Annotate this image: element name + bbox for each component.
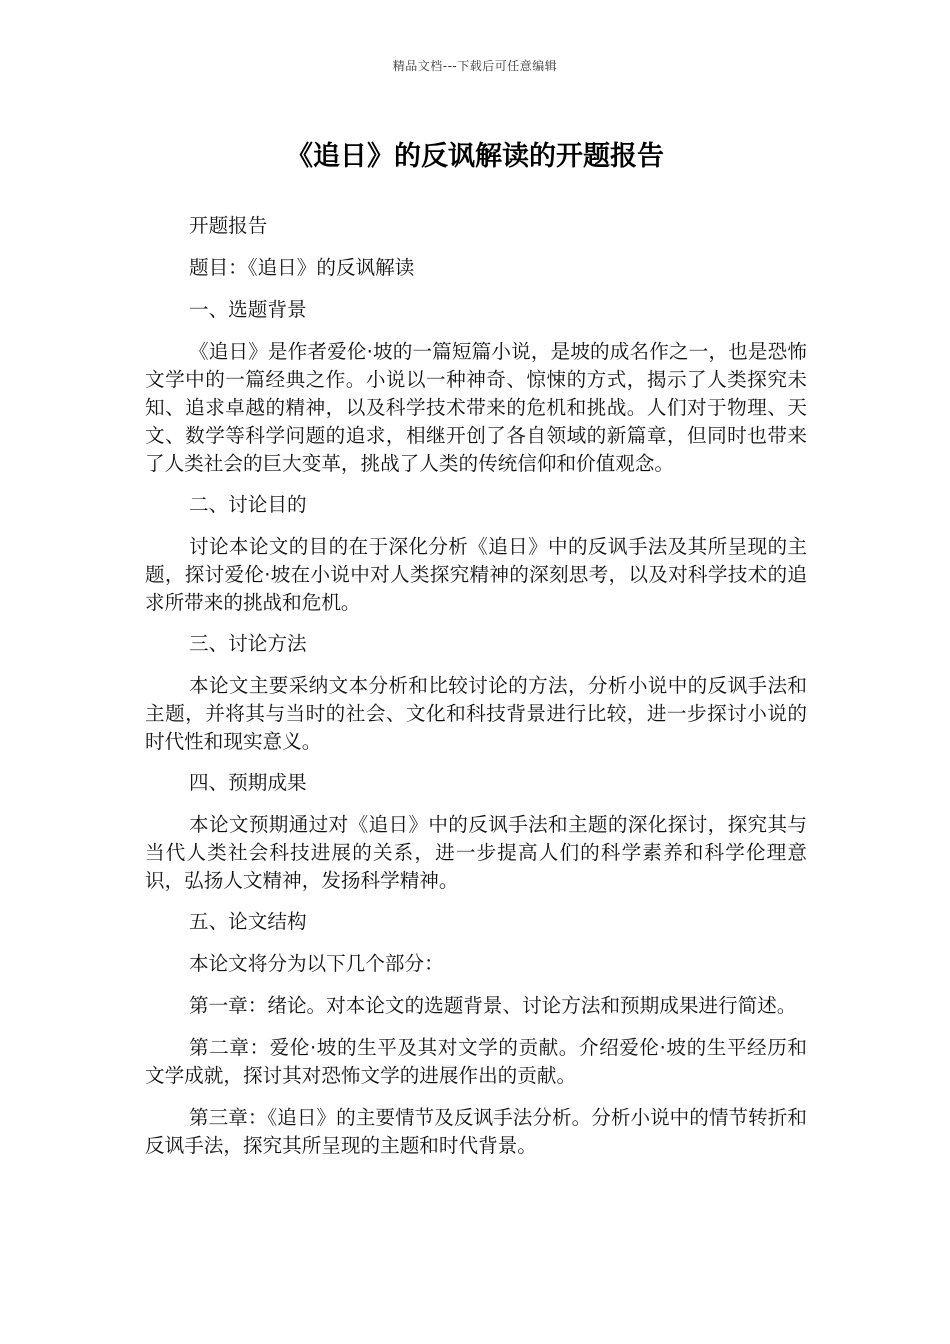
heading-report: 开题报告 [189,214,268,237]
section-heading-structure: 五、论文结构 [189,910,307,933]
paragraph-chapter-2: 第二章：爱伦·坡的生平及其对文学的贡献。介绍爱伦·坡的生平经历和文学成就，探讨其对恐怖文学的进展作出的贡献。 [145,1036,807,1087]
paragraph-method: 本论文主要采纳文本分析和比较讨论的方法，分析小说中的反讽手法和主题，并将其与当时的社会、文化和科技背景进行比较，进一步探讨小说的时代性和现实意义。 [145,674,807,753]
section-heading-method: 三、讨论方法 [189,632,307,655]
paragraph-chapter-1: 第一章：绪论。对本论文的选题背景、讨论方法和预期成果进行简述。 [189,994,797,1017]
section-heading-outcomes: 四、预期成果 [189,771,307,794]
section-heading-purpose: 二、讨论目的 [189,493,307,516]
page-header-watermark: 精品文档---下载后可任意编辑 [392,59,558,73]
topic-line: 题目：《追日》的反讽解读 [189,256,415,279]
paragraph-chapter-3: 第三章：《追日》的主要情节及反讽手法分析。分析小说中的情节转折和反讽手法，探究其所呈现的主题和时代背景。 [145,1106,807,1157]
paragraph-purpose: 讨论本论文的目的在于深化分析《追日》中的反讽手法及其所呈现的主题，探讨爱伦·坡在小说中对人类探究精神的深刻思考，以及对科学技术的追求所带来的挑战和危机。 [145,535,807,614]
paragraph-structure-intro: 本论文将分为以下几个部分： [189,952,444,975]
paragraph-background: 《追日》是作者爱伦·坡的一篇短篇小说，是坡的成名作之一，也是恐怖文学中的一篇经典之作。小说以一种神奇、惊悚的方式，揭示了人类探究未知、追求卓越的精神，以及科学技术带来的危机和挑战。人们对于物理、天文、数学等科学问题的追求，相继开创了各自领域的新篇章，但同时也带来了人类社会的巨大变革，挑战了人类的传统信仰和价值观念。 [145,340,807,475]
document-body [145,212,807,1160]
section-heading-background: 一、选题背景 [189,298,307,321]
document-title: 《追日》的反讽解读的开题报告 [286,141,664,172]
paragraph-outcomes: 本论文预期通过对《追日》中的反讽手法和主题的深化探讨，探究其与当代人类社会科技进展的关系，进一步提高人们的科学素养和科学伦理意识，弘扬人文精神，发扬科学精神。 [145,813,807,892]
